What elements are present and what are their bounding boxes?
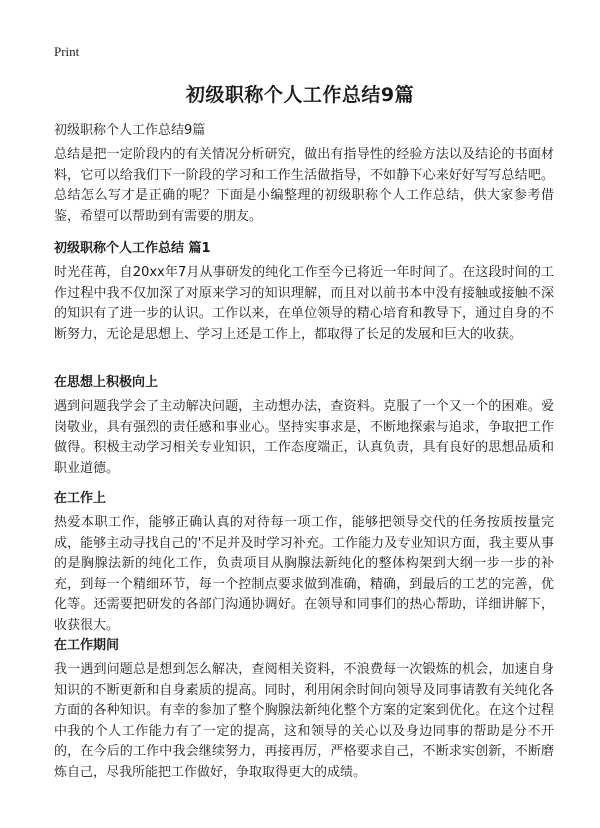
paragraph-thought: 遇到问题我学会了主动解决问题，主动想办法，查资料。克服了一个又一个的困难。爱岗敬业，具有强烈的责任感和事业心。坚持实事求是，不断地探索与追求，争取把工作做得。积极主动学习相关专业知识，工作态度端正，认真负责，具有良好的思想品质和职业道德。 — [54, 399, 554, 476]
intro-paragraph: 总结是把一定阶段内的有关情况分析研究，做出有指导性的经验方法以及结论的书面材料，它可以给我们下一阶段的学习和工作生活做指导，不如静下心来好好写写总结吧。总结怎么写才是正确的呢？下面是小编整理的初级职称个人工作总结，供大家参考借鉴，希望可以帮助到有需要的朋友。 — [54, 147, 554, 224]
section1-heading: 初级职称个人工作总结 篇1 — [54, 241, 211, 256]
heading-work: 在工作上 — [54, 491, 107, 506]
document-title: 初级职称个人工作总结9篇 — [185, 84, 415, 106]
heading-thought: 在思想上积极向上 — [54, 375, 159, 390]
section1-paragraph: 时光荏苒，自20xx年7月从事研发的纯化工作至今已将近一年时间了。在这段时间的工作过程中我不仅加深了对原来学习的知识理解，而且对以前书本中没有接触或接触不深的知识有了进一步的认识。工作以来，在单位领导的精心培育和教导下，通过自身的不断努力，无论是思想上、学习上还是工作上，都取得了长足的发展和巨大的收获。 — [54, 265, 554, 342]
paragraph-work: 热爱本职工作，能够正确认真的对待每一项工作，能够把领导交代的任务按质按量完成，能够主动寻找自己的'不足并及时学习补充。工作能力及专业知识方面，我主要从事的是胸腺法新的纯化工作，负责项目从胸腺法新纯化的整体构架到大纲一步一步的补充，到每一个精细环节，每一个控制点要求做到准确，精确，到最后的工艺的完善，优化等。还需要把研发的各部门沟通协调好。在领导和同事们的热心帮助，详细讲解下，收获很大。 — [54, 515, 554, 633]
heading-period: 在工作期间 — [54, 638, 120, 653]
print-link[interactable]: Print — [54, 44, 80, 59]
document-subtitle: 初级职称个人工作总结9篇 — [54, 123, 206, 138]
paragraph-period: 我一遇到问题总是想到怎么解决，查阅相关资料，不浪费每一次锻炼的机会，加速自身知识的不断更新和自身素质的提高。同时，利用闲余时间向领导及同事请教有关纯化各方面的各种知识。有幸的参加了整个胸腺法新纯化整个方案的定案到优化。在这个过程中我的个人工作能力有了一定的提高，这和领导的关心以及身边同事的帮助是分不开的，在今后的工作中我会继续努力，再接再厉，严格要求自己，不断求实创新，不断磨炼自己，尽我所能把工作做好，争取取得更大的成绩。 — [54, 662, 554, 780]
